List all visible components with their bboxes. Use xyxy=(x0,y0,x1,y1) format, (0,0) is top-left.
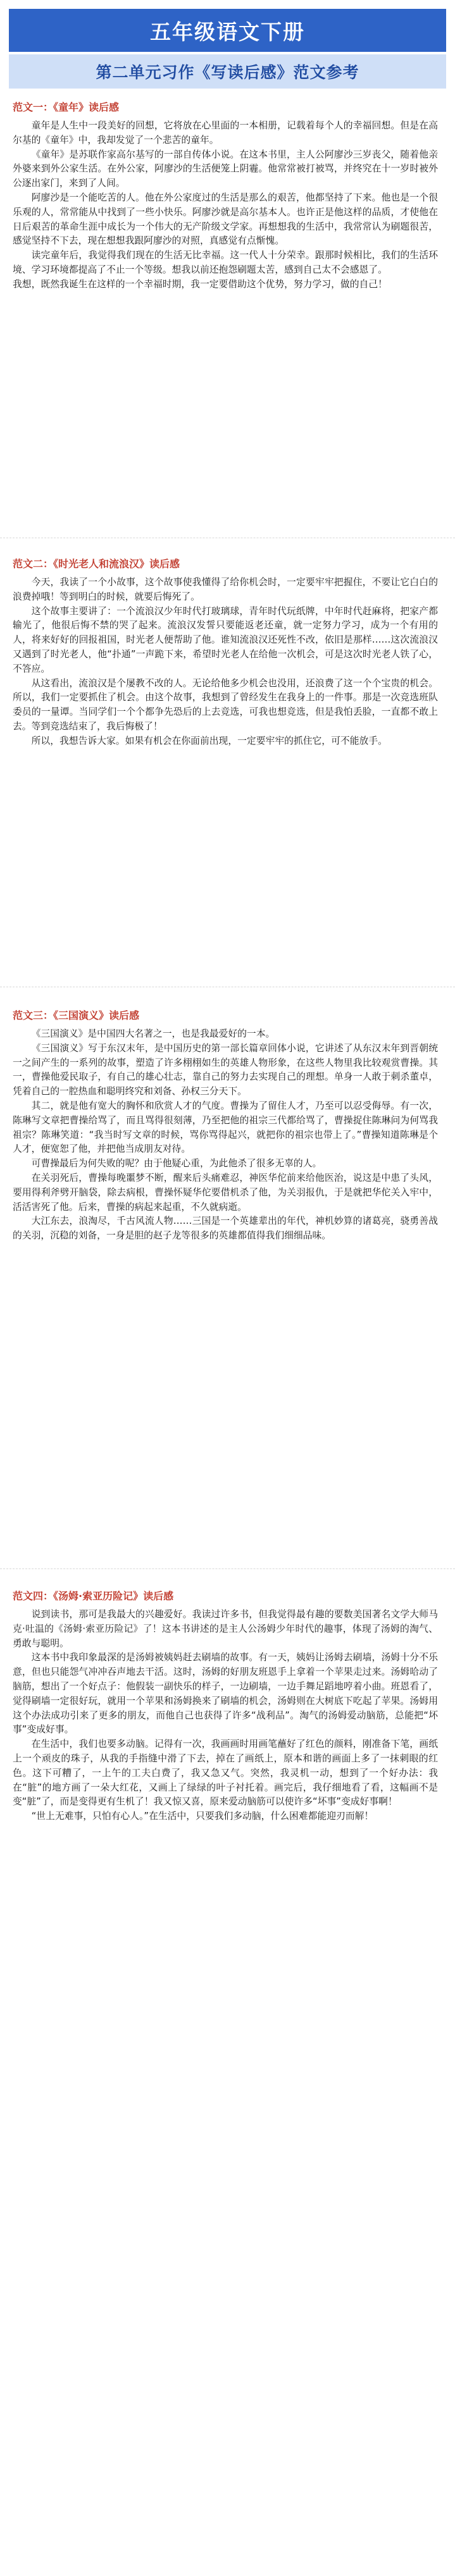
paragraph: 我想，既然我诞生在这样的一个幸福时期，我一定要借助这个优势，努力学习，做的自己！ xyxy=(13,278,387,290)
essay-section-4 xyxy=(10,1589,445,2158)
essay-title: 范文一：《童年》读后感 xyxy=(13,101,120,113)
paragraph: 《三国演义》是中国四大名著之一，也是我最爱好的一本。 xyxy=(31,1028,275,1039)
page-subtitle: 第二单元习作《写读后感》范文参考 xyxy=(9,54,446,89)
paragraph: 今天，我读了一个小故事，这个故事使我懂得了给你机会时，一定要牢牢把握住，不要让它白白的浪费掉哦！等到明白的时候，就要后悔死了。 xyxy=(13,577,438,602)
divider xyxy=(0,1568,455,1569)
paragraph: 《三国演义》写于东汉末年，是中国历史的第一部长篇章回体小说，它讲述了从东汉末年到晋朝统一之间产生的一系列的故事，塑造了许多栩栩如生的英雄人物形象，在这些人物里我比较观赏曹操。其一，曹操他爱民取子，有自己的雄心壮志，靠自己的努力去实现自己的理想。单身一人敢于刺杀董卓，凭着自己的一腔热血和聪明终究和刘备、孙权三分天下。 xyxy=(13,1042,438,1097)
paragraph: 这个故事主要讲了：一个流浪汉少年时代打玻璃球，青年时代玩纸牌，中年时代赶麻将，把家产都输光了，他很后悔不禁的哭了起来。流浪汉发誓只要能返老还童，就一定努力学习，成为一个有用的人，将来好好的回报祖国，时光老人便帮助了他。谁知流浪汉还死性不改，依旧是那样……这次流浪汉又遇到了时光老人，他“扑通”一声跪下来，希望时光老人在给他一次机会，可是这次时光老人铁了心，不答应。 xyxy=(13,605,438,674)
paragraph: 从这看出，流浪汉是个屡教不改的人。无论给他多少机会也没用，还浪费了这一个个宝贵的机会。所以，我们一定要抓住了机会。由这个故事，我想到了曾经发生在我身上的一件事。那是一次竞选班队委员的一量谭。当同学们一个个都争先恐后的上去竞选，可我也想竞选，但是我怕丢脸，一直都不敢上去。等到竞选结束了，我后悔极了！ xyxy=(13,677,438,732)
essay-section-3 xyxy=(10,1008,445,1501)
essay-section-2 xyxy=(10,557,445,898)
essay-body xyxy=(13,576,438,749)
paragraph: 童年是人生中一段美好的回想，它将放在心里面的一本相册，记载着每个人的幸福回想。但是在高尔基的《童年》中，我却发觉了一个悲苦的童年。 xyxy=(13,120,438,145)
paragraph: 其二，就是他有宽大的胸怀和欣赏人才的气度。曹操为了留住人才，乃至可以忍受侮辱。有一次，陈琳写文章把曹操给骂了，而且骂得很刻薄，乃至把他的祖宗三代都给骂了，曹操捉住陈琳问为何骂我祖宗？陈琳笑道：“我当时写文章的时候，骂你骂得起兴，就把你的祖宗也带上了。”曹操知道陈琳是个人才，便宽恕了他，并把他当成朋友对待。 xyxy=(13,1100,438,1155)
paragraph: 可曹操最后为何失败的呢？由于他疑心重，为此他杀了很多无辜的人。 xyxy=(31,1158,322,1169)
paragraph: 阿廖沙是一个能吃苦的人。他在外公家度过的生活是那么的艰苦，他都坚持了下来。他也是一个很乐观的人，常常能从中找到了一些小快乐。阿廖沙就是高尔基本人。也许正是他这样的品质，才使他在日后艰苦的革命生涯中成长为一个伟大的无产阶级文学家。再想想我的生活中，我常常认为刷题很苦，感觉坚持不下去，现在想想我跟阿廖沙的对照，真感觉有点惭愧。 xyxy=(13,192,438,247)
essay-body xyxy=(13,1027,438,1243)
paragraph: 在关羽死后，曹操每晚噩梦不断，醒来后头痛难忍，神医华佗前来给他医治，说这是中患了头风，要用得利斧劈开脑袋，除去病根，曹操怀疑华佗要借机杀了他，为关羽报仇，于是就把华佗关入牢中，活活害死了他。后来，曹操的病起来起重，不久就病逝。 xyxy=(13,1172,438,1212)
paragraph: “世上无难事，只怕有心人。”在生活中，只要我们多动脑，什么困难都能迎刃而解！ xyxy=(31,1811,374,1822)
page-title: 五年级语文下册 xyxy=(9,9,446,52)
essay-body xyxy=(13,119,438,292)
essay-title: 范文三：《三国演义》读后感 xyxy=(13,1009,140,1021)
paragraph: 读完童年后，我觉得我们现在的生活无比幸福。这一代人十分荣幸。跟那时候相比，我们的生活环境、学习环境都提高了不止一个等级。想我以前还抱怨刷题太苦，感到自己太不会感恩了。 xyxy=(13,250,438,275)
header xyxy=(9,9,446,90)
paragraph: 《童年》是苏联作家高尔基写的一部自传体小说。在这本书里，主人公阿廖沙三岁丧父，随着他亲外婆来到外公家生活。在外公家，阿廖沙的生活便笼上阴霾。他常常被打被骂，并终究在十一岁时被外公逐出家门，来到了人间。 xyxy=(13,149,438,189)
essay-section-1 xyxy=(10,100,445,479)
paragraph: 这本书中我印象最深的是汤姆被姨妈赶去刷墙的故事。有一天，姨妈让汤姆去刷墙，汤姆十分不乐意，但也只能怨气冲冲吞声地去干活。这时，汤姆的好朋友班恩手上拿着一个苹果走过来。汤姆哈动了脑筋，想出了一个好点子：他假装一副快乐的样子，一边刷墙，一边手舞足蹈地哼着小曲。班恩看了，觉得刷墙一定很好玩，就用一个苹果和汤姆换来了刷墙的机会，汤姆则在大树底下吃起了苹果。汤姆用这个办法成功引来了更多的朋友，而他自己也获得了许多“战利品”。淘气的汤姆爱动脑筋，总能把“坏事”变成好事。 xyxy=(13,1652,438,1735)
paragraph: 说到读书，那可是我最大的兴趣爱好。我读过许多书，但我觉得最有趣的要数美国著名文学大师马克·吐温的《汤姆·索亚历险记》了！这本书讲述的是主人公汤姆少年时代的趣事，体现了汤姆的淘气、勇敢与聪明。 xyxy=(13,1609,438,1649)
paragraph: 在生活中，我们也要多动脑。记得有一次，我画画时用画笔蘸好了红色的颜料，刚准备下笔，画纸上一个顽皮的珠子，从我的手指缝中滑了下去，掉在了画纸上，原本和谐的画面上多了一抹刺眼的红色。这下可糟了，一上午的工夫白费了，我又急又气。突然，我灵机一动，想到了一个好办法：我在“脏”的地方画了一朵大红花，又画上了绿绿的叶子衬托着。画完后，我仔细地看了看，这幅画不是变“脏”了，而是变得更有生机了！我又惊又喜，原来爱动脑筋可以使许多“坏事”变成好事啊！ xyxy=(13,1739,438,1808)
essay-title: 范文二：《时光老人和流浪汉》读后感 xyxy=(13,558,180,570)
essay-body xyxy=(13,1608,438,1824)
paragraph: 所以，我想告诉大家。如果有机会在你面前出现，一定要牢牢的抓住它，可不能放手。 xyxy=(31,735,387,746)
essay-title: 范文四：《汤姆·索亚历险记》读后感 xyxy=(13,1590,174,1602)
paragraph: 大江东去，浪淘尽，千古风流人物……三国是一个英雄辈出的年代，神机妙算的诸葛亮，骁勇善战的关羽，沉稳的刘备，一身是胆的赵子龙等很多的英雄都值得我们细细品味。 xyxy=(13,1216,438,1242)
